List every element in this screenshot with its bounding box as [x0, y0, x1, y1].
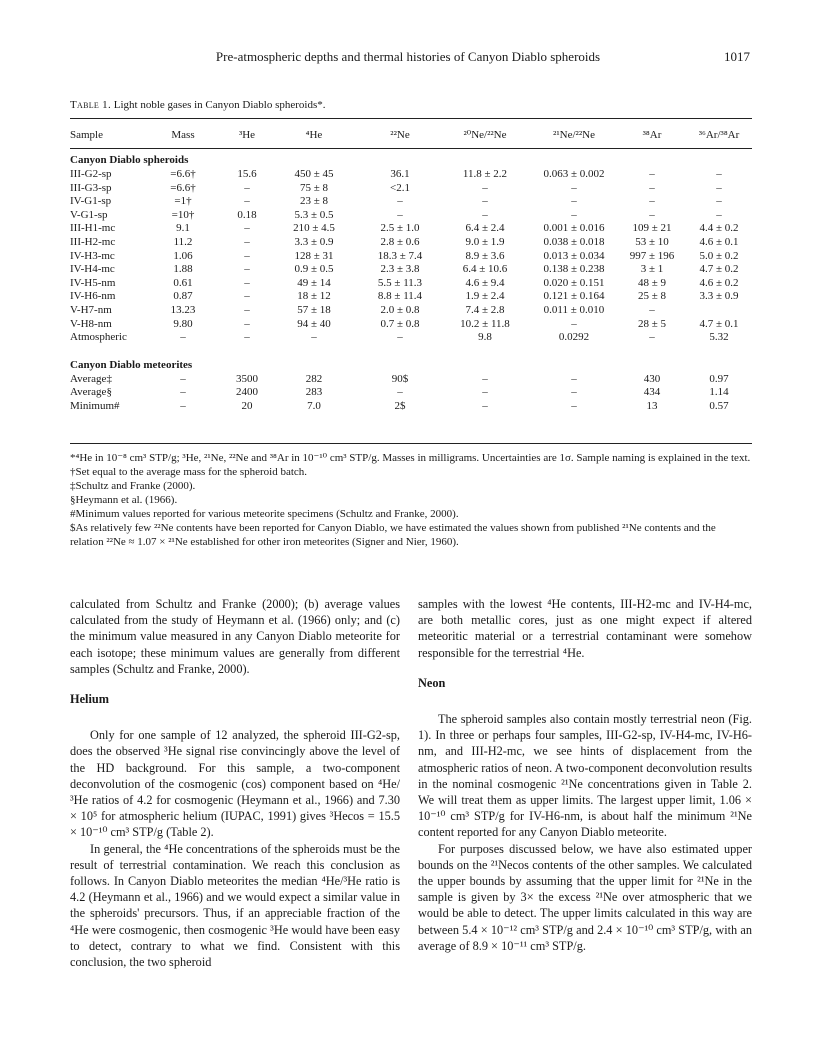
row-label-cell: Average‡	[70, 372, 112, 385]
table-cell: 5.3 ± 0.5	[294, 208, 334, 221]
section-heading-helium: Helium	[70, 692, 109, 707]
table-cell: –	[244, 263, 250, 276]
table-cell: 75 ± 8	[299, 181, 329, 194]
table-row	[70, 304, 752, 318]
page-number: 1017	[724, 49, 750, 64]
table-cell: –	[649, 195, 655, 208]
table-cell: 10.2 ± 11.8	[460, 317, 510, 330]
table-cell: 4.7 ± 0.2	[699, 263, 739, 276]
table-cell: =1†	[174, 195, 192, 208]
table-cell: 0.0292	[558, 331, 590, 344]
table-row	[70, 263, 752, 277]
table-cell: 3500	[236, 372, 258, 385]
table-cell: 430	[643, 372, 661, 385]
table-cell: –	[397, 331, 403, 344]
col-header: ²¹Ne/²²Ne	[553, 129, 595, 142]
footnote: $As relatively few ²²Ne contents have been reported for Canyon Diablo, we have estimated the values shown from published ²¹Ne contents and the relation ²²Ne ≈ 1.07 × ²¹Ne established for other iron meteorites (Signer and Nier, 1960).	[70, 522, 716, 548]
table-cell	[686, 304, 752, 318]
row-label-cell: IV-H4-mc	[70, 263, 115, 276]
table-row	[70, 331, 752, 345]
paragraph: In general, the ⁴He concentrations of the spheroids must be the result of terrestrial contamination. We reach this conclusion as follows. In Canyon Diablo meteorites the median ⁴He/³He ratio is 4.2 (Heymann et al., 1966) and we would expect a similar value in the spheroids' precursors. Thus, if an appreciable fraction of the ⁴He were cosmogenic, then cosmogenic ³He would have been easy to detect, contrary to what we find. Consistent with this conclusion, the two spheroid	[70, 841, 400, 970]
table-cell: 0.121 ± 0.164	[543, 290, 605, 303]
table-cell: –	[244, 303, 250, 316]
table-cell: =6.6†	[170, 181, 196, 194]
table-cell: 434	[643, 386, 661, 399]
table-cell: 1.88	[173, 263, 193, 276]
table-cell: 109 ± 21	[632, 222, 672, 235]
table-cell: –	[482, 386, 488, 399]
table-cell: –	[649, 208, 655, 221]
table-cell: –	[180, 372, 186, 385]
table-cell: 48 ± 9	[637, 276, 667, 289]
running-header-title: Pre-atmospheric depths and thermal histories of Canyon Diablo spheroids	[215, 49, 601, 64]
table-cell: 23 ± 8	[299, 195, 329, 208]
table-cell: –	[571, 317, 577, 330]
footnote: *⁴He in 10⁻⁸ cm³ STP/g; ³He, ²¹Ne, ²²Ne and ³⁸Ar in 10⁻¹⁰ cm³ STP/g. Masses in milligrams. Uncertainties are 1σ. Sample naming is explained in the text.	[70, 452, 751, 464]
table-cell: –	[244, 249, 250, 262]
table-cell: 4.4 ± 0.2	[699, 222, 739, 235]
paragraph: The spheroid samples also contain mostly terrestrial neon (Fig. 1). In three or perhaps four samples, III-G2-sp, IV-H4-mc, IV-H6-nm, and III-H2-mc, we see hints of displacement from the atmospheric ratios of neon. A two-component deconvolution results in the nominal cosmogenic ²¹Ne concentrations given in Table 2. We will treat them as upper limits. The largest upper limit, 1.06 × 10⁻¹⁰ cm³ STP/g for IV-H6-nm, is about half the minimum ²¹Ne content reported for any Canyon Diablo meteorite.	[418, 712, 752, 840]
table-cell: 0.013 ± 0.034	[543, 249, 605, 262]
table-cell: –	[180, 331, 186, 344]
table-cell: –	[244, 331, 250, 344]
table-cell: –	[482, 181, 488, 194]
table-cell: 9.0 ± 1.9	[465, 235, 505, 248]
table-cell: –	[397, 386, 403, 399]
section-heading-meteorites: Canyon Diablo meteorites	[70, 358, 193, 371]
table-cell: –	[649, 181, 655, 194]
table-top-rule	[70, 118, 752, 119]
table-cell: –	[244, 195, 250, 208]
row-label-cell: III-H1-mc	[70, 222, 116, 235]
table-cell: =10†	[171, 208, 195, 221]
table-cell: 2400	[236, 386, 258, 399]
footnote: ‡Schultz and Franke (2000).	[70, 480, 196, 492]
table-cell: 210 ± 4.5	[293, 222, 335, 235]
table-cell: 18 ± 12	[297, 290, 331, 303]
table-cell: –	[571, 386, 577, 399]
table-cell: 0.063 ± 0.002	[543, 168, 605, 180]
col-header: ³⁸Ar	[642, 129, 662, 142]
footnote: †Set equal to the average mass for the spheroid batch.	[70, 466, 308, 478]
table-cell: –	[716, 168, 722, 180]
table-row	[70, 318, 752, 332]
table-cell: –	[571, 208, 577, 221]
table-row	[70, 250, 752, 264]
table-cell: 18.3 ± 7.4	[377, 249, 423, 262]
table-cell: –	[482, 195, 488, 208]
table-cell: 9.80	[173, 317, 193, 330]
table-cell: 4.6 ± 0.1	[699, 235, 739, 248]
col-header: ⁴He	[305, 129, 323, 142]
footnote: §Heymann et al. (1966).	[70, 494, 178, 506]
row-label-cell: Minimum#	[70, 399, 120, 412]
table-cell: 53 ± 10	[635, 235, 669, 248]
table-cell: –	[571, 399, 577, 412]
table-cell: –	[244, 317, 250, 330]
table-cell: 0.57	[709, 399, 729, 412]
table-cell: 0.7 ± 0.8	[380, 317, 420, 330]
table-cell: 2.8 ± 0.6	[380, 235, 420, 248]
row-label-cell: IV-G1-sp	[70, 195, 112, 208]
table-cell: –	[244, 181, 250, 194]
table-cell: 0.138 ± 0.238	[543, 263, 605, 276]
table-cell: <2.1	[390, 181, 410, 194]
left-column	[70, 596, 400, 970]
table-cell: –	[716, 208, 722, 221]
table-cell: 0.038 ± 0.018	[543, 235, 605, 248]
row-label-cell: IV-H6-nm	[70, 290, 116, 303]
table-cell: –	[244, 222, 250, 235]
table-cell: 15.6	[237, 168, 257, 180]
table-cell: 0.18	[237, 208, 257, 221]
row-label-cell: V-G1-sp	[70, 208, 108, 221]
table-footnotes	[70, 451, 752, 549]
table-cell: 997 ± 196	[629, 249, 675, 262]
row-label-cell: IV-H5-nm	[70, 276, 116, 289]
table-cell: 49 ± 14	[297, 276, 331, 289]
table-row	[70, 277, 752, 291]
table-cell: –	[649, 331, 655, 344]
noble-gas-table	[70, 124, 752, 414]
table-cell: 3.3 ± 0.9	[294, 235, 334, 248]
table-cell: 2.0 ± 0.8	[380, 303, 420, 316]
table-cell: 28 ± 5	[637, 317, 667, 330]
table-cell: 90$	[391, 372, 409, 385]
table-cell: 0.020 ± 0.151	[543, 276, 605, 289]
table-cell: –	[180, 386, 186, 399]
table-row	[70, 400, 752, 414]
row-label-cell: III-G2-sp	[70, 168, 112, 180]
footnote: #Minimum values reported for various meteorite specimens (Schultz and Franke, 2000).	[70, 508, 459, 520]
table-row	[70, 182, 752, 196]
table-cell: 20	[241, 399, 253, 412]
table-cell: –	[571, 181, 577, 194]
table-cell: 7.4 ± 2.8	[465, 303, 505, 316]
table-cell: 3 ± 1	[640, 263, 664, 276]
table-cell: 5.0 ± 0.2	[699, 249, 739, 262]
row-label-cell: Atmospheric	[70, 331, 127, 344]
table-cell: 36.1	[390, 168, 410, 180]
table-cell: 0.87	[173, 290, 193, 303]
paragraph: For purposes discussed below, we have also estimated upper bounds on the ²¹Necos contents of the other samples. We calculated the upper bounds by assuming that the upper limit for ²¹Ne in the sample is given by 3× the excess ²¹Ne over atmospheric that we would be able to detect. The upper limits calculated in this way are between 5.4 × 10⁻¹² cm³ STP/g and 2.4 × 10⁻¹⁰ cm³ STP/g, with an average of 8.9 × 10⁻¹¹ cm³ STP/g.	[418, 841, 752, 953]
table-cell: 2.5 ± 1.0	[380, 222, 420, 235]
row-label-cell: V-H8-nm	[70, 317, 112, 330]
table-row	[70, 290, 752, 304]
table-row	[70, 195, 752, 209]
table-bottom-rule	[70, 443, 752, 444]
table-cell: –	[244, 276, 250, 289]
table-cell: 5.5 ± 11.3	[377, 276, 423, 289]
table-cell: –	[244, 235, 250, 248]
table-cell: 1.14	[709, 386, 729, 399]
table-cell: 0.001 ± 0.016	[543, 222, 605, 235]
table-cell: 9.8	[478, 331, 492, 344]
table-cell: –	[482, 399, 488, 412]
table-cell: –	[311, 331, 317, 344]
table-cell: 13	[646, 399, 658, 412]
table-cell: 283	[305, 386, 323, 399]
table-cell: 450 ± 45	[294, 168, 334, 180]
table-cell: –	[571, 372, 577, 385]
table-cell: –	[180, 399, 186, 412]
table-cell: 6.4 ± 10.6	[462, 263, 508, 276]
table-cell: 11.2	[173, 235, 193, 248]
table-row	[70, 373, 752, 387]
col-header: Mass	[171, 129, 195, 142]
table-cell: 9.1	[176, 222, 190, 235]
table-row	[70, 222, 752, 236]
table-cell: –	[716, 195, 722, 208]
section-heading-spheroids: Canyon Diablo spheroids	[70, 154, 189, 167]
table-cell: 2.3 ± 3.8	[380, 263, 420, 276]
row-label-cell: IV-H3-mc	[70, 249, 115, 262]
table-cell: 25 ± 8	[637, 290, 667, 303]
table-row	[70, 386, 752, 400]
table-cell: =6.6†	[170, 168, 196, 180]
table-cell: 4.6 ± 0.2	[699, 276, 739, 289]
col-header: ³He	[238, 129, 256, 142]
table-cell: –	[649, 168, 655, 180]
table-caption	[70, 99, 326, 111]
table-cell: 0.97	[709, 372, 729, 385]
row-label-cell: III-H2-mc	[70, 235, 116, 248]
col-header: ²²Ne	[390, 129, 410, 142]
col-header: ²⁰Ne/²²Ne	[463, 129, 507, 142]
row-label-cell: III-G3-sp	[70, 181, 112, 194]
table-cell: 1.9 ± 2.4	[465, 290, 505, 303]
table-row	[70, 168, 752, 182]
table-cell: –	[649, 303, 655, 316]
table-cell: 8.9 ± 3.6	[465, 249, 505, 262]
table-label: Table 1.	[70, 99, 112, 111]
table-cell: 0.61	[173, 276, 193, 289]
table-cell: –	[397, 195, 403, 208]
table-cell: –	[482, 372, 488, 385]
table-cell: 3.3 ± 0.9	[699, 290, 739, 303]
paragraph: Only for one sample of 12 analyzed, the spheroid III-G2-sp, does the observed ³He signal rise convincingly above the level of the HD background. For this sample, a two-component deconvolution of the cosmogenic (cos) component based on ⁴He/³He ratios of 4.2 for cosmogenic (Heymann et al., 1966) and 7.30 × 10⁵ for atmospheric helium (IUPAC, 1991) gives ³Hecos = 15.5 × 10⁻¹⁰ cm³ STP/g (Table 2).	[70, 728, 400, 840]
table-cell: 7.0	[307, 399, 321, 412]
table-cell: –	[716, 181, 722, 194]
table-cell: 282	[305, 372, 323, 385]
table-cell: 4.7 ± 0.1	[699, 317, 739, 330]
table-row	[70, 236, 752, 250]
table-header-row	[70, 124, 752, 148]
col-header: ³⁶Ar/³⁸Ar	[698, 129, 740, 142]
table-row	[70, 209, 752, 223]
table-cell: 94 ± 40	[297, 317, 331, 330]
row-label-cell: Average§	[70, 386, 112, 399]
section-heading-neon: Neon	[418, 675, 446, 690]
col-header: Sample	[70, 129, 103, 142]
paragraph: samples with the lowest ⁴He contents, III-H2-mc and IV-H4-mc, are both metallic cores, just as one might expect if altered meteoritic material or a terrestrial contaminant were somehow responsible for the terrestrial ⁴He.	[418, 597, 752, 660]
table-cell: 13.23	[170, 303, 196, 316]
table-cell: –	[482, 208, 488, 221]
table-cell: 4.6 ± 9.4	[465, 276, 505, 289]
table-cell: 11.8 ± 2.2	[462, 168, 508, 180]
table-cell: 128 ± 31	[294, 249, 334, 262]
right-column	[418, 596, 752, 954]
table-cell: –	[571, 195, 577, 208]
table-cell: –	[244, 290, 250, 303]
row-label-cell: V-H7-nm	[70, 303, 112, 316]
table-cell: 57 ± 18	[297, 303, 331, 316]
table-cell: 2$	[394, 399, 406, 412]
table-caption-text: Light noble gases in Canyon Diablo spheroids*.	[113, 99, 326, 111]
table-cell: 6.4 ± 2.4	[465, 222, 505, 235]
table-cell: 8.8 ± 11.4	[377, 290, 423, 303]
table-cell: 0.011 ± 0.010	[543, 303, 605, 316]
table-cell: 0.9 ± 0.5	[294, 263, 334, 276]
table-cell: 5.32	[709, 331, 729, 344]
table-cell: –	[397, 208, 403, 221]
paragraph: calculated from Schultz and Franke (2000); (b) average values calculated from the study of Heymann et al. (1966) only; and (c) the minimum value measured in any Canyon Diablo meteorite for each isotope; these minimum values are generally from different samples (Schultz and Franke, 2000).	[70, 597, 400, 676]
table-cell: 1.06	[173, 249, 193, 262]
